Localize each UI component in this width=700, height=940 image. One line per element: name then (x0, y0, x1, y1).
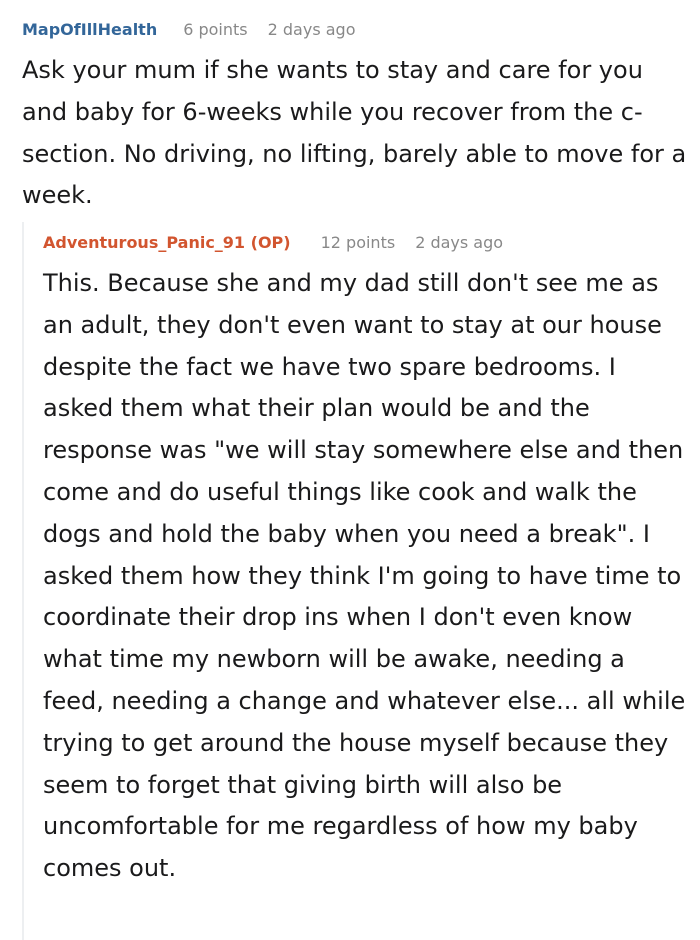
reply-points: 12 points (320, 233, 396, 252)
reply-username[interactable]: Adventurous_Panic_91 (OP) (43, 233, 291, 252)
reply-comment (43, 227, 693, 890)
comment-points: 6 points (183, 20, 248, 39)
comment-meta (22, 14, 692, 46)
reply-meta (43, 227, 693, 259)
reply-body: This. Because she and my dad still don't see me as an adult, they don't even want to stay at our house despite the fact we have two spare bedrooms. I asked them what their plan would be and the response was "we will stay somewhere else and then come and do useful things like cook and walk the dogs and hold the baby when you need a break". I asked them how they think I'm going to have time to coordinate their drop ins when I don't even know what time my newborn will be awake, needing a feed, needing a change and whatever else... all while trying to get around the house myself because they seem to forget that giving birth will also be uncomfortable for me regardless of how my baby comes out. (43, 269, 686, 883)
comment (22, 14, 692, 217)
comment-timestamp: 2 days ago (267, 20, 356, 39)
comment-username[interactable]: MapOfIllHealth (22, 20, 158, 39)
reply-thread-line[interactable] (22, 222, 24, 940)
reply-timestamp: 2 days ago (415, 233, 504, 252)
comment-body: Ask your mum if she wants to stay and care for you and baby for 6-weeks while you recover from the c-section. No driving, no lifting, barely able to move for a week. (22, 56, 687, 210)
